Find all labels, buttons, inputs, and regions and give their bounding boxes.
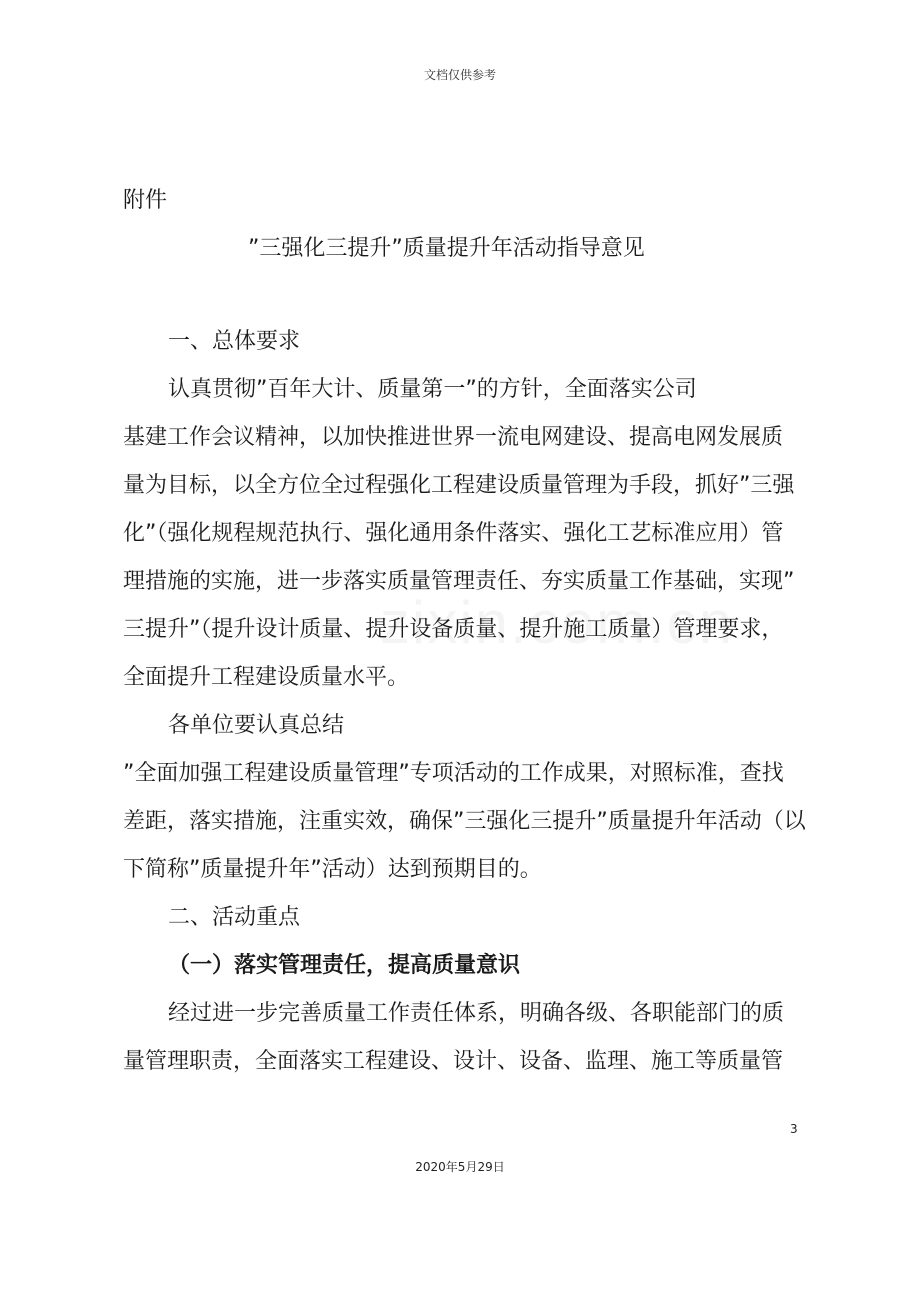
- paragraph-line: 量为目标，以全方位全过程强化工程建设质量管理为手段，抓好”三强: [123, 473, 795, 498]
- paragraph-line: 经过进一步完善质量工作责任体系，明确各级、各职能部门的质: [168, 1001, 785, 1026]
- attachment-label: 附件: [123, 188, 168, 213]
- section-heading-1: 一、总体要求: [168, 329, 301, 354]
- paragraph-line: 量管理职责，全面落实工程建设、设计、设备、监理、施工等质量管: [123, 1049, 784, 1074]
- paragraph-line: 基建工作会议精神，以加快推进世界一流电网建设、提高电网发展质: [123, 425, 784, 450]
- section-heading-2: 二、活动重点: [168, 905, 301, 930]
- paragraph-line: 认真贯彻”百年大计、质量第一”的方针，全面落实公司: [168, 377, 697, 402]
- footer-date: 2020年5月29日: [415, 1160, 505, 1174]
- paragraph-line: 差距，落实措施，注重实效，确保”三强化三提升”质量提升年活动（以: [123, 809, 806, 834]
- paragraph-line: 理措施的实施，进一步落实质量管理责任、夯实质量工作基础，实现”: [123, 569, 795, 594]
- paragraph-line: 下简称”质量提升年”活动）达到预期目的。: [123, 857, 542, 882]
- paragraph-line: 三提升”（提升设计质量、提升设备质量、提升施工质量）管理要求，: [123, 617, 784, 642]
- document-title: ”三强化三提升”质量提升年活动指导意见: [248, 236, 645, 261]
- page-number: 3: [790, 1122, 798, 1136]
- paragraph-line: 各单位要认真总结: [168, 713, 345, 738]
- paragraph-line: ”全面加强工程建设质量管理”专项活动的工作成果，对照标准，查找: [123, 761, 784, 786]
- page-header: 文档仅供参考: [423, 68, 496, 82]
- paragraph-line: 全面提升工程建设质量水平。: [123, 665, 410, 690]
- subsection-heading: （一）落实管理责任，提高质量意识: [168, 953, 521, 978]
- paragraph-line: 化”（强化规程规范执行、强化通用条件落实、强化工艺标准应用）管: [123, 521, 784, 546]
